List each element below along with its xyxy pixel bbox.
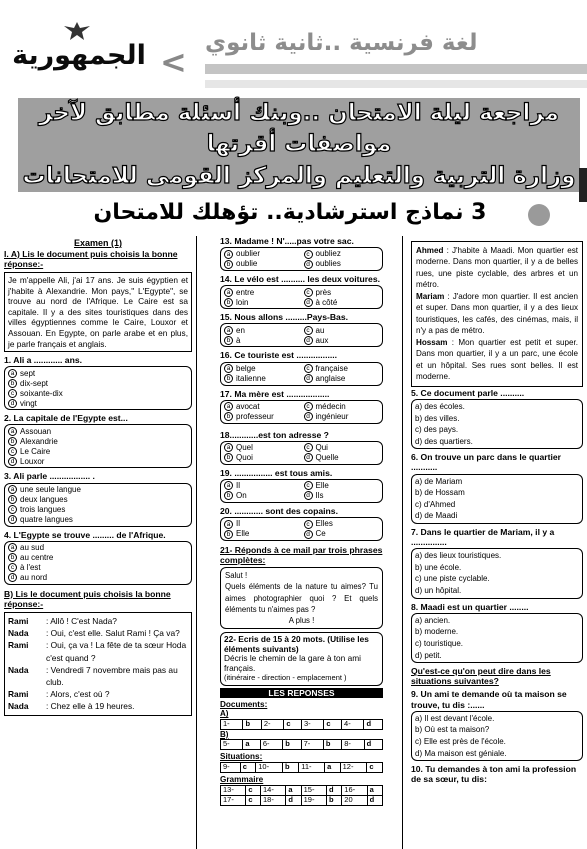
cell: d: [364, 719, 383, 729]
cell: 10-: [256, 762, 283, 772]
option: Elle: [315, 481, 329, 491]
part-b-label: B): [220, 729, 229, 739]
part-a-label: A): [220, 709, 229, 719]
line: : Vendredi 7 novembre mais pas au club.: [46, 664, 178, 687]
circled-a-icon: a: [8, 369, 17, 378]
circled-c-icon: c: [304, 402, 313, 411]
cell: 8-: [342, 740, 364, 750]
option: d) de Maadi: [415, 511, 458, 521]
line: : Oui, ça va ! La fête de ta sœur Hoda c'est quand ?: [46, 640, 187, 663]
options-19: [220, 479, 383, 503]
paragraph: : Mon quartier est petit et super. Dans mon quartier, il y a un parc, une école et un hôpital. Ses rues sont belles. Il est moderne.: [416, 337, 578, 382]
option: Ils: [315, 491, 324, 501]
option: Elle: [236, 529, 250, 539]
option: Louxor: [20, 456, 45, 466]
documents-label: Documents:: [220, 699, 268, 709]
options-17: [220, 400, 383, 424]
cell: b: [326, 795, 341, 805]
option: c) d'Ahmed: [415, 499, 456, 509]
speaker: Mariam: [416, 291, 445, 301]
options-16: [220, 362, 383, 386]
circled-a-icon: a: [224, 520, 233, 529]
option: une seule langue: [20, 484, 81, 494]
circled-c-icon: c: [304, 443, 313, 452]
question-21: 21- Réponds à ce mail par trois phrases complètes:: [220, 545, 383, 566]
option: professeur: [236, 411, 274, 421]
option: médecin: [315, 401, 346, 411]
circled-b-icon: b: [224, 298, 233, 307]
question-22: 22- Ecris de 15 à 20 mots. (Utilise les éléments suivants): [224, 633, 369, 654]
cell: a: [325, 762, 341, 772]
chevron-left-icon: <: [160, 43, 187, 81]
question-4: 4. L'Egypte se trouve ......... de l'Afrique.: [4, 529, 166, 540]
circled-a-icon: a: [224, 402, 233, 411]
option: oublie: [236, 259, 258, 269]
option: Quoi: [236, 453, 253, 463]
circled-a-icon: a: [8, 543, 17, 552]
option: a) des écoles.: [415, 401, 465, 411]
header-bar-light: [205, 80, 587, 88]
option: b) de Hossam: [415, 488, 465, 498]
option: au: [315, 325, 325, 335]
option: à l'est: [20, 563, 41, 572]
question-5: 5. Ce document parle ..........: [411, 387, 525, 398]
mail-greeting: Salut !: [225, 571, 248, 581]
options-2: [4, 424, 192, 468]
question-20: 20. ............ sont des copains.: [220, 505, 338, 516]
options-13: [220, 247, 383, 271]
option: vingt: [20, 398, 37, 408]
option: au centre: [20, 553, 54, 562]
cell: b: [323, 740, 341, 750]
option: b) des villes.: [415, 413, 460, 423]
question-22-text: Décris le chemin de la gare à ton ami français.: [224, 653, 361, 674]
cell: c: [246, 785, 261, 795]
option: a) ancien.: [415, 615, 451, 625]
option: oublier: [236, 249, 261, 259]
option: Alexandrie: [20, 436, 58, 446]
cell: 7-: [301, 740, 323, 750]
cell: b: [283, 740, 301, 750]
option: d) un hôpital.: [415, 586, 462, 596]
circled-c-icon: c: [304, 288, 313, 297]
cell: a: [286, 785, 301, 795]
circled-b-icon: b: [224, 453, 233, 462]
circled-d-icon: d: [304, 530, 313, 539]
circled-c-icon: c: [304, 326, 313, 335]
circled-d-icon: d: [304, 336, 313, 345]
speaker: Hossam: [416, 337, 448, 347]
question-18: 18............est ton adresse ?: [220, 429, 329, 440]
option: a) Il est devant l'école.: [415, 713, 495, 723]
cell: b: [243, 719, 261, 729]
paragraph: : J'adore mon quartier. Il est ancien et super. Dans mon quartier, il y a des lieux touristiques, les cafés, des cinémas, mais, il n'y a pas de métro.: [416, 291, 578, 336]
speaker: Rami: [8, 616, 29, 626]
answers-table-a: [220, 719, 383, 730]
option: à: [236, 335, 241, 345]
neighborhoods-text: [411, 241, 583, 387]
option: Quel: [236, 443, 253, 453]
situations-title: Qu'est-ce qu'on peut dire dans les situations suivantes?: [411, 666, 551, 687]
circled-a-icon: a: [224, 364, 233, 373]
circled-d-icon: d: [304, 491, 313, 500]
circled-a-icon: a: [224, 326, 233, 335]
question-22-hint: (itinéraire - direction - emplacement ): [224, 672, 347, 682]
circled-b-icon: b: [8, 495, 17, 504]
option: c) Elle est près de l'école.: [415, 736, 506, 746]
option: b) moderne.: [415, 627, 459, 637]
circled-c-icon: c: [304, 364, 313, 373]
line: : Allô ! C'est Nada?: [46, 616, 117, 626]
speaker: Rami: [8, 689, 29, 700]
cell: a: [243, 740, 261, 750]
circled-d-icon: d: [8, 457, 17, 466]
options-8: [411, 613, 583, 663]
circled-d-icon: d: [304, 298, 313, 307]
part-b-title: B) Lis le document puis choisis la bonne réponse:-: [4, 588, 171, 609]
circled-b-icon: b: [224, 260, 233, 269]
option: Le Caire: [20, 446, 51, 456]
option: au nord: [20, 573, 48, 582]
circled-b-icon: b: [224, 336, 233, 345]
question-3: 3. Ali parle ................. .: [4, 471, 95, 482]
option: Qui: [315, 443, 328, 453]
grammar-label: Grammaire: [220, 774, 264, 784]
option: Ce: [315, 529, 326, 539]
cell: 11-: [299, 762, 325, 772]
option: d) Ma maison est géniale.: [415, 748, 507, 758]
option: c) des pays.: [415, 425, 459, 435]
option: aux: [315, 335, 329, 345]
speaker: Nada: [8, 628, 29, 639]
column-1: [4, 238, 192, 717]
cell: 18-: [260, 795, 285, 805]
options-7: [411, 548, 583, 598]
cell: 19-: [301, 795, 326, 805]
situations-label: Situations:: [220, 752, 263, 762]
circled-c-icon: c: [8, 447, 17, 456]
option: italienne: [236, 373, 266, 383]
question-7: 7. Dans le quartier de Mariam, il y a ...............: [411, 526, 555, 548]
banner-line-1: مراجعة ليلة الامتحان ..وبنك أسئلة مطابق لآخر مواصفات أقرتها: [39, 100, 559, 158]
line: : Chez elle à 19 heures.: [46, 701, 135, 712]
speaker: Ahmed: [416, 246, 444, 255]
options-20: [220, 517, 383, 541]
column-divider: [196, 236, 197, 849]
option: oubliez: [315, 249, 341, 259]
option: à côté: [315, 297, 338, 307]
circled-c-icon: c: [304, 250, 313, 259]
option: Il: [236, 481, 240, 491]
circled-d-icon: d: [8, 573, 17, 582]
option: avocat: [236, 401, 260, 411]
section-title: 3 نماذج استرشادية.. تؤهلك للامتحان: [93, 200, 487, 225]
option: entre: [236, 287, 255, 297]
line: : Oui, c'est elle. Salut Rami ! Ça va?: [46, 628, 180, 639]
option: d) des quartiers.: [415, 436, 473, 446]
circled-b-icon: b: [8, 379, 17, 388]
cell: 5-: [221, 740, 243, 750]
cell: 9-: [221, 762, 241, 772]
answers-table-situations: [220, 762, 383, 773]
cell: 14-: [260, 785, 285, 795]
option: On: [236, 491, 247, 501]
circled-b-icon: b: [224, 530, 233, 539]
circled-a-icon: a: [224, 288, 233, 297]
option: au sud: [20, 543, 45, 552]
circled-d-icon: d: [304, 374, 313, 383]
option: quatre langues: [20, 514, 73, 524]
cell: d: [326, 785, 341, 795]
circled-d-icon: d: [8, 515, 17, 524]
dialog: [4, 612, 192, 716]
mail-closing: A plus !: [288, 615, 315, 625]
cell: 20: [342, 795, 367, 805]
option: b) Où est ta maison?: [415, 725, 490, 735]
options-5: [411, 399, 583, 449]
cell: 13-: [221, 785, 246, 795]
cell: d: [286, 795, 301, 805]
option: oublies: [315, 259, 341, 269]
circled-d-icon: d: [304, 260, 313, 269]
option: près: [315, 287, 332, 297]
speaker: Rami: [8, 640, 29, 651]
question-22-box: [220, 632, 383, 686]
circled-b-icon: b: [8, 553, 17, 562]
question-16: 16. Ce touriste est .................: [220, 350, 338, 361]
cell: 17-: [221, 795, 246, 805]
circled-b-icon: b: [224, 374, 233, 383]
option: Quelle: [315, 453, 339, 463]
option: sept: [20, 368, 36, 378]
option: trois langues: [20, 504, 66, 514]
speaker: Nada: [8, 664, 29, 675]
question-17: 17. Ma mère est ..................: [220, 388, 330, 399]
cell: 2-: [261, 719, 283, 729]
option: c) touristique.: [415, 638, 464, 648]
cell: c: [246, 795, 261, 805]
cell: 15-: [301, 785, 326, 795]
circled-c-icon: c: [8, 563, 17, 572]
cell: 3-: [301, 719, 323, 729]
part-a-title: I. A) Lis le document puis choisis la bonne réponse:-: [4, 248, 178, 269]
speaker: Nada: [8, 701, 29, 712]
newspaper-logo: الجمهورية: [12, 40, 146, 72]
mail-body: Quels éléments de la nature tu aimes? Tu aimes photographier quoi ? Et quels éléments tu n'aimes pas ?: [225, 582, 378, 614]
question-19: 19. ................ est tous amis.: [220, 467, 333, 478]
circled-a-icon: a: [8, 427, 17, 436]
option: en: [236, 325, 245, 335]
subject-title: لغة فرنسية ..ثانية ثانوي: [205, 30, 478, 56]
option: ingénieur: [315, 411, 349, 421]
circled-c-icon: c: [8, 389, 17, 398]
question-14: 14. Le vélo est .......... les deux voitures.: [220, 274, 381, 285]
options-1: [4, 366, 192, 410]
options-14: [220, 285, 383, 309]
circled-c-icon: c: [304, 520, 313, 529]
text-a: Je m'appelle Ali, j'ai 17 ans. Je suis égyptien et j'habite à Alexandrie. Mon pays," L'Egypte", se trouve au nord de l'Afrique. Le Caire est sa capitale. Il y a des sites touristiques dans des villes égyptiennes comme le Caire, Louxor et Assouan. En Egypte, on parle arabe et en plus, je parle français et anglais.: [4, 272, 192, 352]
mail-box: [220, 567, 383, 628]
question-10: 10. Tu demandes à ton ami la profession de sa sœur, tu dis:: [411, 764, 577, 785]
cell: c: [324, 719, 342, 729]
cell: 16-: [342, 785, 367, 795]
option: anglaise: [315, 373, 346, 383]
column-divider: [402, 236, 403, 849]
question-13: 13. Madame ! N'.....pas votre sac.: [220, 236, 354, 246]
question-15: 15. Nous allons .........Pays-Bas.: [220, 312, 348, 323]
answers-table-grammar: [220, 785, 383, 806]
option: d) petit.: [415, 650, 442, 660]
options-6: [411, 474, 583, 524]
option: Il: [236, 519, 240, 529]
option: française: [315, 363, 348, 373]
cell: a: [367, 785, 382, 795]
option: Elles: [315, 519, 333, 529]
option: a) de Mariam: [415, 476, 463, 486]
option: b) une école.: [415, 562, 462, 572]
banner: [18, 98, 580, 192]
circled-a-icon: a: [224, 250, 233, 259]
option: soixante-dix: [20, 388, 63, 398]
option: c) une piste cyclable.: [415, 574, 490, 584]
cell: c: [284, 719, 302, 729]
cell: d: [367, 795, 382, 805]
option: loin: [236, 297, 249, 307]
circled-c-icon: c: [8, 505, 17, 514]
cell: 1-: [221, 719, 243, 729]
question-2: 2. La capitale de l'Egypte est...: [4, 413, 128, 424]
circled-a-icon: a: [224, 443, 233, 452]
circled-c-icon: c: [304, 481, 313, 490]
column-3: [411, 240, 583, 784]
circled-d-icon: d: [8, 399, 17, 408]
cell: b: [283, 762, 299, 772]
circled-b-icon: b: [224, 491, 233, 500]
answers-title: LES REPONSES: [220, 688, 383, 698]
cell: c: [367, 762, 383, 772]
cell: 6-: [260, 740, 282, 750]
circled-d-icon: d: [304, 453, 313, 462]
line: : Alors, c'est où ?: [46, 689, 110, 700]
option: belge: [236, 363, 256, 373]
options-4: [4, 541, 192, 585]
cell: 12-: [340, 762, 367, 772]
circled-b-icon: b: [8, 437, 17, 446]
cell: 4-: [342, 719, 364, 729]
cell: d: [364, 740, 382, 750]
circled-d-icon: d: [304, 412, 313, 421]
banner-line-2: وزارة التربية والتعليم والمركز القومى للامتحانات: [22, 162, 576, 189]
circled-a-icon: a: [8, 485, 17, 494]
header-bar: [205, 64, 587, 74]
page-tab: [579, 168, 587, 202]
question-1: 1. Ali a ............ ans.: [4, 355, 83, 366]
question-8: 8. Maadi est un quartier ........: [411, 601, 529, 612]
options-3: [4, 483, 192, 527]
options-18: [220, 441, 383, 465]
option: a) des lieux touristiques.: [415, 551, 502, 561]
paragraph: : J'habite à Maadi. Mon quartier est moderne. Dans mon quartier, il y a de belles rues, une piste cyclable, des arbres et un métro.: [416, 246, 578, 290]
answers-table-b: [220, 739, 383, 750]
circled-a-icon: a: [224, 481, 233, 490]
options-15: [220, 323, 383, 347]
options-9: [411, 711, 583, 761]
circled-b-icon: b: [224, 412, 233, 421]
question-6: 6. On trouve un parc dans le quartier ...........: [411, 452, 561, 473]
option: Assouan: [20, 426, 52, 436]
exam-title: Examen (1): [73, 238, 123, 248]
option: dix-sept: [20, 378, 49, 388]
cell: c: [240, 762, 256, 772]
column-2: [220, 236, 383, 806]
question-9: 9. Un ami te demande où ta maison se trouve, tu dis :......: [411, 689, 567, 710]
option: deux langues: [20, 494, 68, 504]
